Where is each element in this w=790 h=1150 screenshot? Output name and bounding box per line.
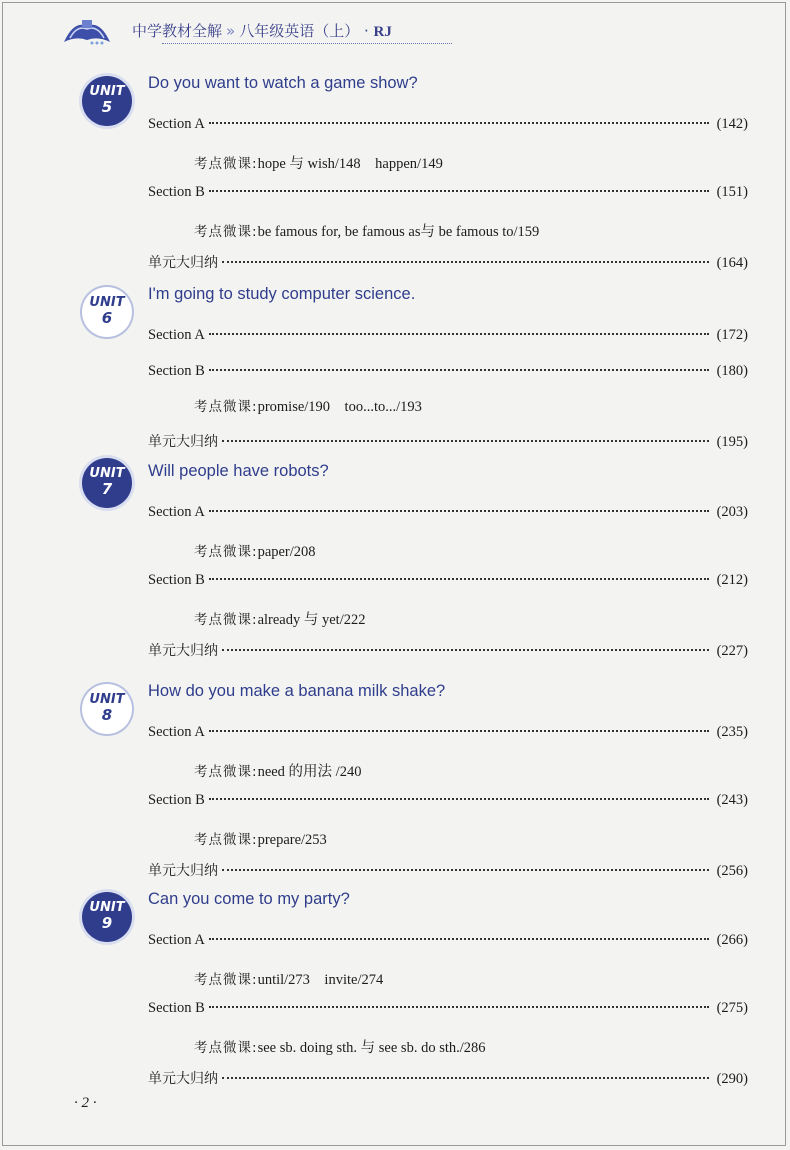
key-point-text: paper/208 <box>257 544 316 560</box>
dot-leader <box>222 261 709 263</box>
toc-entry[interactable] <box>148 1000 748 1020</box>
unit-badge <box>82 892 132 942</box>
key-point-tag: 考点微课: <box>194 972 258 988</box>
dot-leader <box>222 649 709 651</box>
toc-page-number: (235) <box>716 724 748 740</box>
key-point-text: hope 与 wish/148 happen/149 <box>257 156 443 172</box>
toc-entry-label: 单元大归纳 <box>148 1071 218 1087</box>
key-point-entry[interactable] <box>194 220 539 241</box>
toc-entry[interactable] <box>148 504 748 524</box>
toc-page-number: (203) <box>716 504 748 520</box>
toc-entry[interactable] <box>148 792 748 812</box>
dot-leader <box>209 798 709 800</box>
toc-entry[interactable] <box>148 640 748 660</box>
dot-leader <box>209 578 709 580</box>
toc-entry[interactable] <box>148 932 748 952</box>
toc-page-number: (212) <box>716 572 748 588</box>
dot-leader <box>209 369 709 371</box>
toc-entry-label: Section A <box>148 327 205 343</box>
toc-entry[interactable] <box>148 327 748 347</box>
unit-badge-number: 9 <box>101 914 113 932</box>
unit-badge <box>82 458 132 508</box>
key-point-tag: 考点微课: <box>194 544 258 560</box>
unit-title[interactable]: How do you make a banana milk shake? <box>148 682 446 700</box>
dot-leader <box>222 869 709 871</box>
key-point-entry[interactable] <box>194 608 365 629</box>
toc-page-number: (243) <box>716 792 748 808</box>
key-point-tag: 考点微课: <box>194 224 258 240</box>
dot-leader <box>209 122 709 124</box>
toc-entry-label: 单元大归纳 <box>148 255 218 271</box>
key-point-text: be famous for, be famous as与 be famous to/159 <box>257 224 540 240</box>
toc-page-number: (172) <box>716 327 748 343</box>
toc-page-number: (180) <box>716 363 748 379</box>
toc-entry[interactable] <box>148 184 748 204</box>
toc-entry-label: Section A <box>148 504 205 520</box>
unit-title[interactable]: Can you come to my party? <box>148 890 350 908</box>
header-title: 中学教材全解 » 八年级英语（上） · RJ <box>132 22 392 40</box>
key-point-tag: 考点微课: <box>194 764 258 780</box>
toc-page-number: (275) <box>716 1000 748 1016</box>
header-rule <box>162 43 452 44</box>
key-point-text: see sb. doing sth. 与 see sb. do sth./286 <box>257 1040 486 1056</box>
key-point-entry[interactable] <box>194 1036 486 1057</box>
key-point-tag: 考点微课: <box>194 156 258 172</box>
toc-entry-label: Section B <box>148 572 205 588</box>
key-point-entry[interactable] <box>194 968 383 989</box>
toc-entry-label: Section B <box>148 363 205 379</box>
unit-badge-number: 5 <box>101 98 113 116</box>
toc-page-number: (164) <box>716 255 748 271</box>
toc-entry-label: Section B <box>148 792 205 808</box>
key-point-entry[interactable] <box>194 152 443 173</box>
toc-page-number: (266) <box>716 932 748 948</box>
toc-page-number: (290) <box>716 1071 748 1087</box>
key-point-text: already 与 yet/222 <box>257 612 366 628</box>
toc-entry-label: Section B <box>148 184 205 200</box>
unit-title[interactable]: I'm going to study computer science. <box>148 285 416 303</box>
page-header <box>62 14 622 50</box>
chevron-right-icon: » <box>226 22 236 40</box>
key-point-entry[interactable] <box>194 760 361 781</box>
key-point-tag: 考点微课: <box>194 399 258 415</box>
toc-entry-label: Section A <box>148 724 205 740</box>
dot-leader <box>209 510 709 512</box>
unit-badge-number: 7 <box>101 480 113 498</box>
toc-entry[interactable] <box>148 572 748 592</box>
unit-badge <box>82 76 132 126</box>
key-point-tag: 考点微课: <box>194 1040 258 1056</box>
dot-leader <box>209 1006 709 1008</box>
key-point-entry[interactable] <box>194 540 316 561</box>
toc-page-number: (142) <box>716 116 748 132</box>
key-point-text: until/273 invite/274 <box>257 972 384 988</box>
unit-badge <box>82 287 132 337</box>
toc-entry-label: Section A <box>148 116 205 132</box>
key-point-text: prepare/253 <box>257 832 327 848</box>
toc-entry-label: Section B <box>148 1000 205 1016</box>
dot-leader <box>209 333 709 335</box>
toc-entry[interactable] <box>148 116 748 136</box>
series-title: 中学教材全解 <box>132 22 223 40</box>
unit-badge-number: 6 <box>101 309 113 327</box>
toc-entry[interactable] <box>148 724 748 744</box>
unit-title[interactable]: Do you want to watch a game show? <box>148 74 418 92</box>
dot-leader <box>222 440 709 442</box>
page-number: · 2 · <box>74 1095 97 1111</box>
key-point-entry[interactable] <box>194 828 327 849</box>
toc-entry[interactable] <box>148 431 748 451</box>
book-logo-icon <box>62 16 112 46</box>
key-point-entry[interactable] <box>194 395 422 416</box>
unit-badge-word: UNIT <box>89 295 125 310</box>
toc-page-number: (195) <box>716 434 748 450</box>
toc-entry-label: Section A <box>148 932 205 948</box>
toc-entry-label: 单元大归纳 <box>148 863 218 879</box>
key-point-text: promise/190 too...to.../193 <box>257 399 422 415</box>
dot-leader <box>209 938 709 940</box>
key-point-tag: 考点微课: <box>194 832 258 848</box>
unit-badge <box>82 684 132 734</box>
book-title: 八年级英语（上） <box>239 22 360 40</box>
toc-page-number: (227) <box>716 643 748 659</box>
edition-label: RJ <box>373 24 392 40</box>
toc-entry[interactable] <box>148 860 748 880</box>
toc-entry[interactable] <box>148 252 748 272</box>
toc-entry-label: 单元大归纳 <box>148 434 218 450</box>
unit-badge-word: UNIT <box>89 84 125 99</box>
unit-badge-word: UNIT <box>89 466 125 481</box>
key-point-tag: 考点微课: <box>194 612 258 628</box>
toc-entry[interactable] <box>148 1068 748 1088</box>
dot-leader <box>222 1077 709 1079</box>
unit-badge-word: UNIT <box>89 900 125 915</box>
dot-leader <box>209 190 709 192</box>
toc-entry[interactable] <box>148 363 748 383</box>
unit-badge-number: 8 <box>101 706 113 724</box>
toc-entry-label: 单元大归纳 <box>148 643 218 659</box>
toc-page-number: (151) <box>716 184 748 200</box>
dot-leader <box>209 730 709 732</box>
key-point-text: need 的用法 /240 <box>257 764 362 780</box>
unit-badge-word: UNIT <box>89 692 125 707</box>
unit-title[interactable]: Will people have robots? <box>148 462 329 480</box>
toc-page-number: (256) <box>716 863 748 879</box>
